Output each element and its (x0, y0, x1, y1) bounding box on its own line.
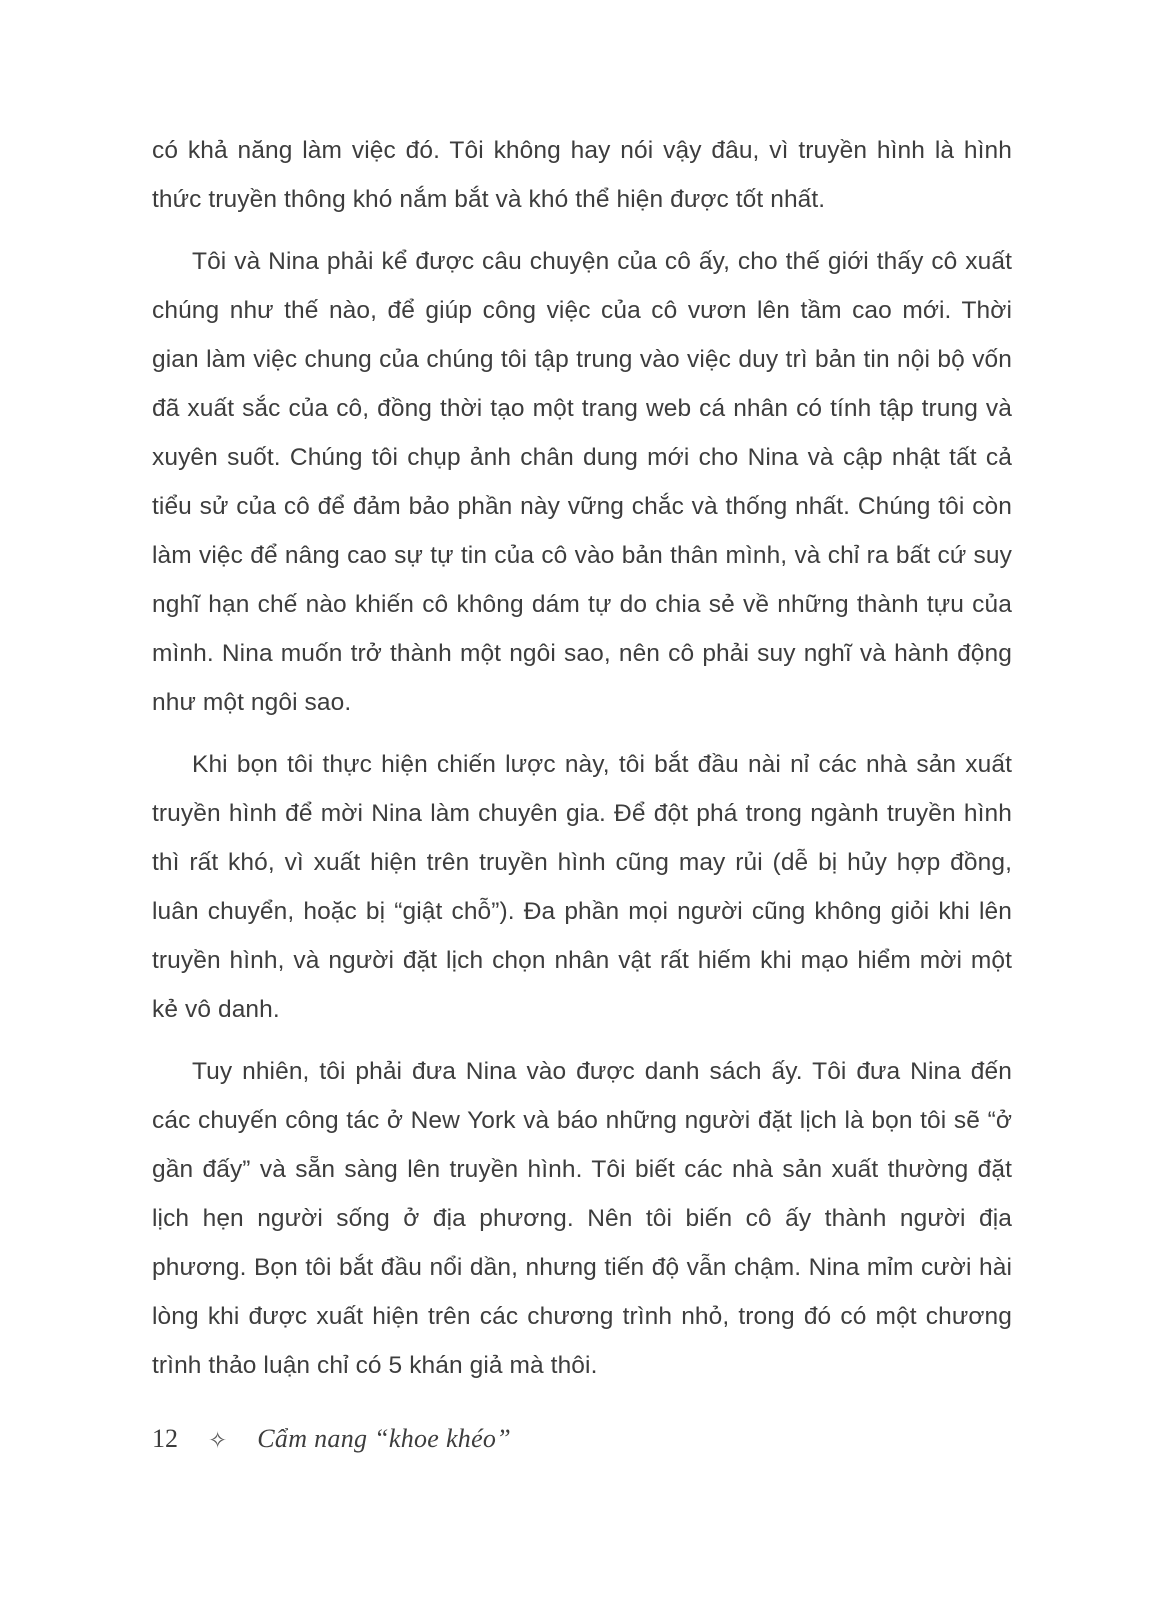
paragraph: Tôi và Nina phải kể được câu chuyện của cô ấy, cho thế giới thấy cô xuất chúng như thế nào, để giúp công việc của cô vươn lên tầm cao mới. Thời gian làm việc chung của chúng tôi tập trung vào việc duy trì bản tin nội bộ vốn đã xuất sắc của cô, đồng thời tạo một trang web cá nhân có tính tập trung và xuyên suốt. Chúng tôi chụp ảnh chân dung mới cho Nina và cập nhật tất cả tiểu sử của cô để đảm bảo phần này vững chắc và thống nhất. Chúng tôi còn làm việc để nâng cao sự tự tin của cô vào bản thân mình, và chỉ ra bất cứ suy nghĩ hạn chế nào khiến cô không dám tự do chia sẻ về những thành tựu của mình. Nina muốn trở thành một ngôi sao, nên cô phải suy nghĩ và hành động như một ngôi sao. (152, 248, 1012, 716)
page-footer (152, 1424, 511, 1454)
page-number: 12 (152, 1424, 178, 1453)
page-body (152, 126, 1012, 1403)
book-title: Cẩm nang “khoe khéo” (257, 1424, 511, 1453)
sparkle-icon: ✧ (208, 1427, 228, 1453)
paragraph: có khả năng làm việc đó. Tôi không hay nói vậy đâu, vì truyền hình là hình thức truyền thông khó nắm bắt và khó thể hiện được tốt nhất. (152, 137, 1012, 213)
paragraph: Khi bọn tôi thực hiện chiến lược này, tôi bắt đầu nài nỉ các nhà sản xuất truyền hình để mời Nina làm chuyên gia. Để đột phá trong ngành truyền hình thì rất khó, vì xuất hiện trên truyền hình cũng may rủi (dễ bị hủy hợp đồng, luân chuyển, hoặc bị “giật chỗ”). Đa phần mọi người cũng không giỏi khi lên truyền hình, và người đặt lịch chọn nhân vật rất hiếm khi mạo hiểm mời một kẻ vô danh. (152, 751, 1012, 1023)
paragraph: Tuy nhiên, tôi phải đưa Nina vào được danh sách ấy. Tôi đưa Nina đến các chuyến công tác ở New York và báo những người đặt lịch là bọn tôi sẽ “ở gần đấy” và sẵn sàng lên truyền hình. Tôi biết các nhà sản xuất thường đặt lịch hẹn người sống ở địa phương. Nên tôi biến cô ấy thành người địa phương. Bọn tôi bắt đầu nổi dần, nhưng tiến độ vẫn chậm. Nina mỉm cười hài lòng khi được xuất hiện trên các chương trình nhỏ, trong đó có một chương trình thảo luận chỉ có 5 khán giả mà thôi. (152, 1058, 1012, 1379)
